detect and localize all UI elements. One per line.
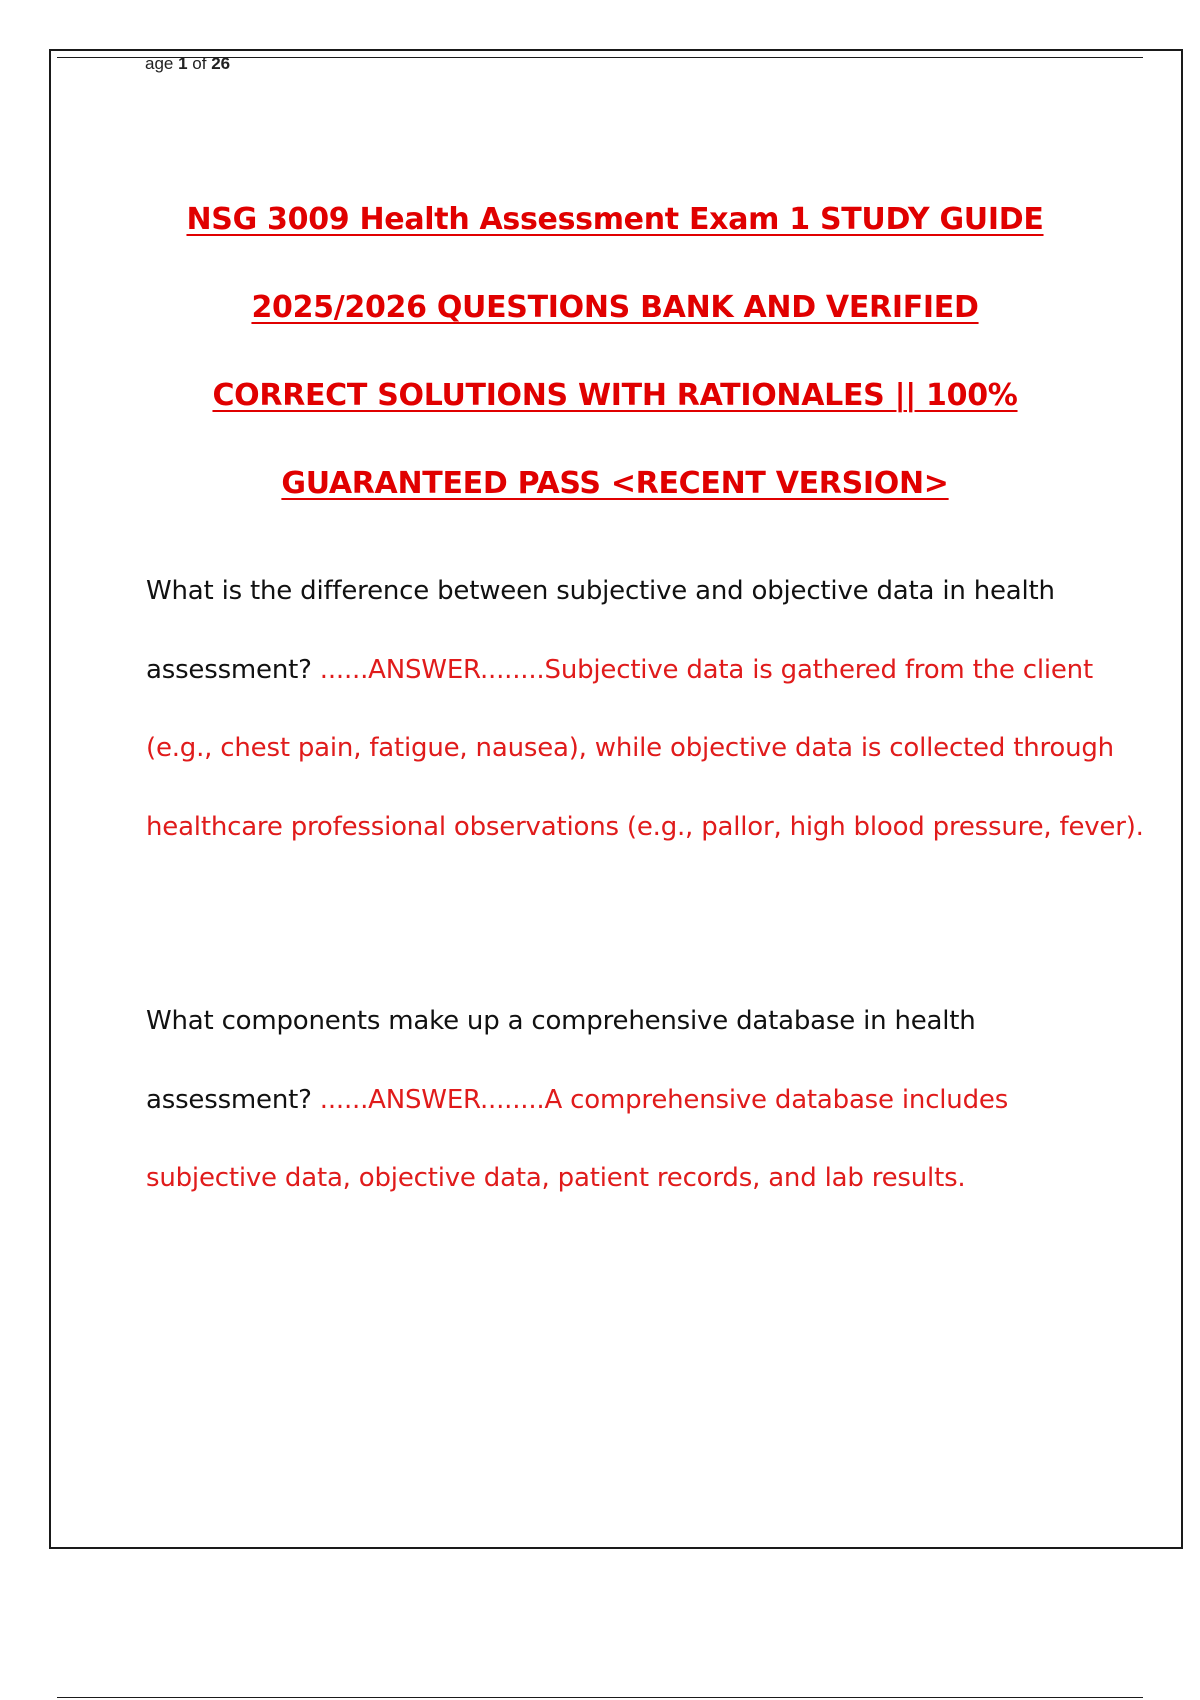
answer-separator: ......ANSWER........ bbox=[319, 1084, 545, 1115]
answer-text: Subjective data is gathered from the client (e.g., chest pain, fatigue, nausea), while objective data is collected through healthcare professional observations (e.g., pallor, high blood pressure, fever). bbox=[146, 654, 1144, 842]
qa-item-2 bbox=[146, 982, 1146, 1218]
qa-item-1 bbox=[146, 552, 1146, 866]
page-number-current: 1 bbox=[178, 54, 188, 73]
page-number-total: 26 bbox=[211, 54, 231, 73]
answer-separator: ......ANSWER........ bbox=[319, 654, 545, 685]
page-number-of: of bbox=[187, 54, 212, 73]
answer-text: A comprehensive database includes subjective data, objective data, patient records, and lab results. bbox=[146, 1084, 1009, 1193]
title-line-1: NSG 3009 Health Assessment Exam 1 STUDY GUIDE bbox=[186, 202, 1044, 237]
question-text: What components make up a comprehensive database in health assessment? bbox=[146, 1006, 976, 1115]
page-number-prefix: age bbox=[145, 54, 179, 73]
document-title bbox=[60, 176, 1170, 528]
bottom-rule bbox=[57, 1697, 1143, 1698]
title-line-2: 2025/2026 QUESTIONS BANK AND VERIFIED bbox=[251, 290, 979, 325]
title-line-4: GUARANTEED PASS <RECENT VERSION> bbox=[281, 466, 949, 501]
question-text: What is the difference between subjective and objective data in health assessment? bbox=[146, 576, 1055, 685]
title-line-3: CORRECT SOLUTIONS WITH RATIONALES || 100% bbox=[212, 378, 1018, 413]
page-number bbox=[145, 54, 230, 74]
